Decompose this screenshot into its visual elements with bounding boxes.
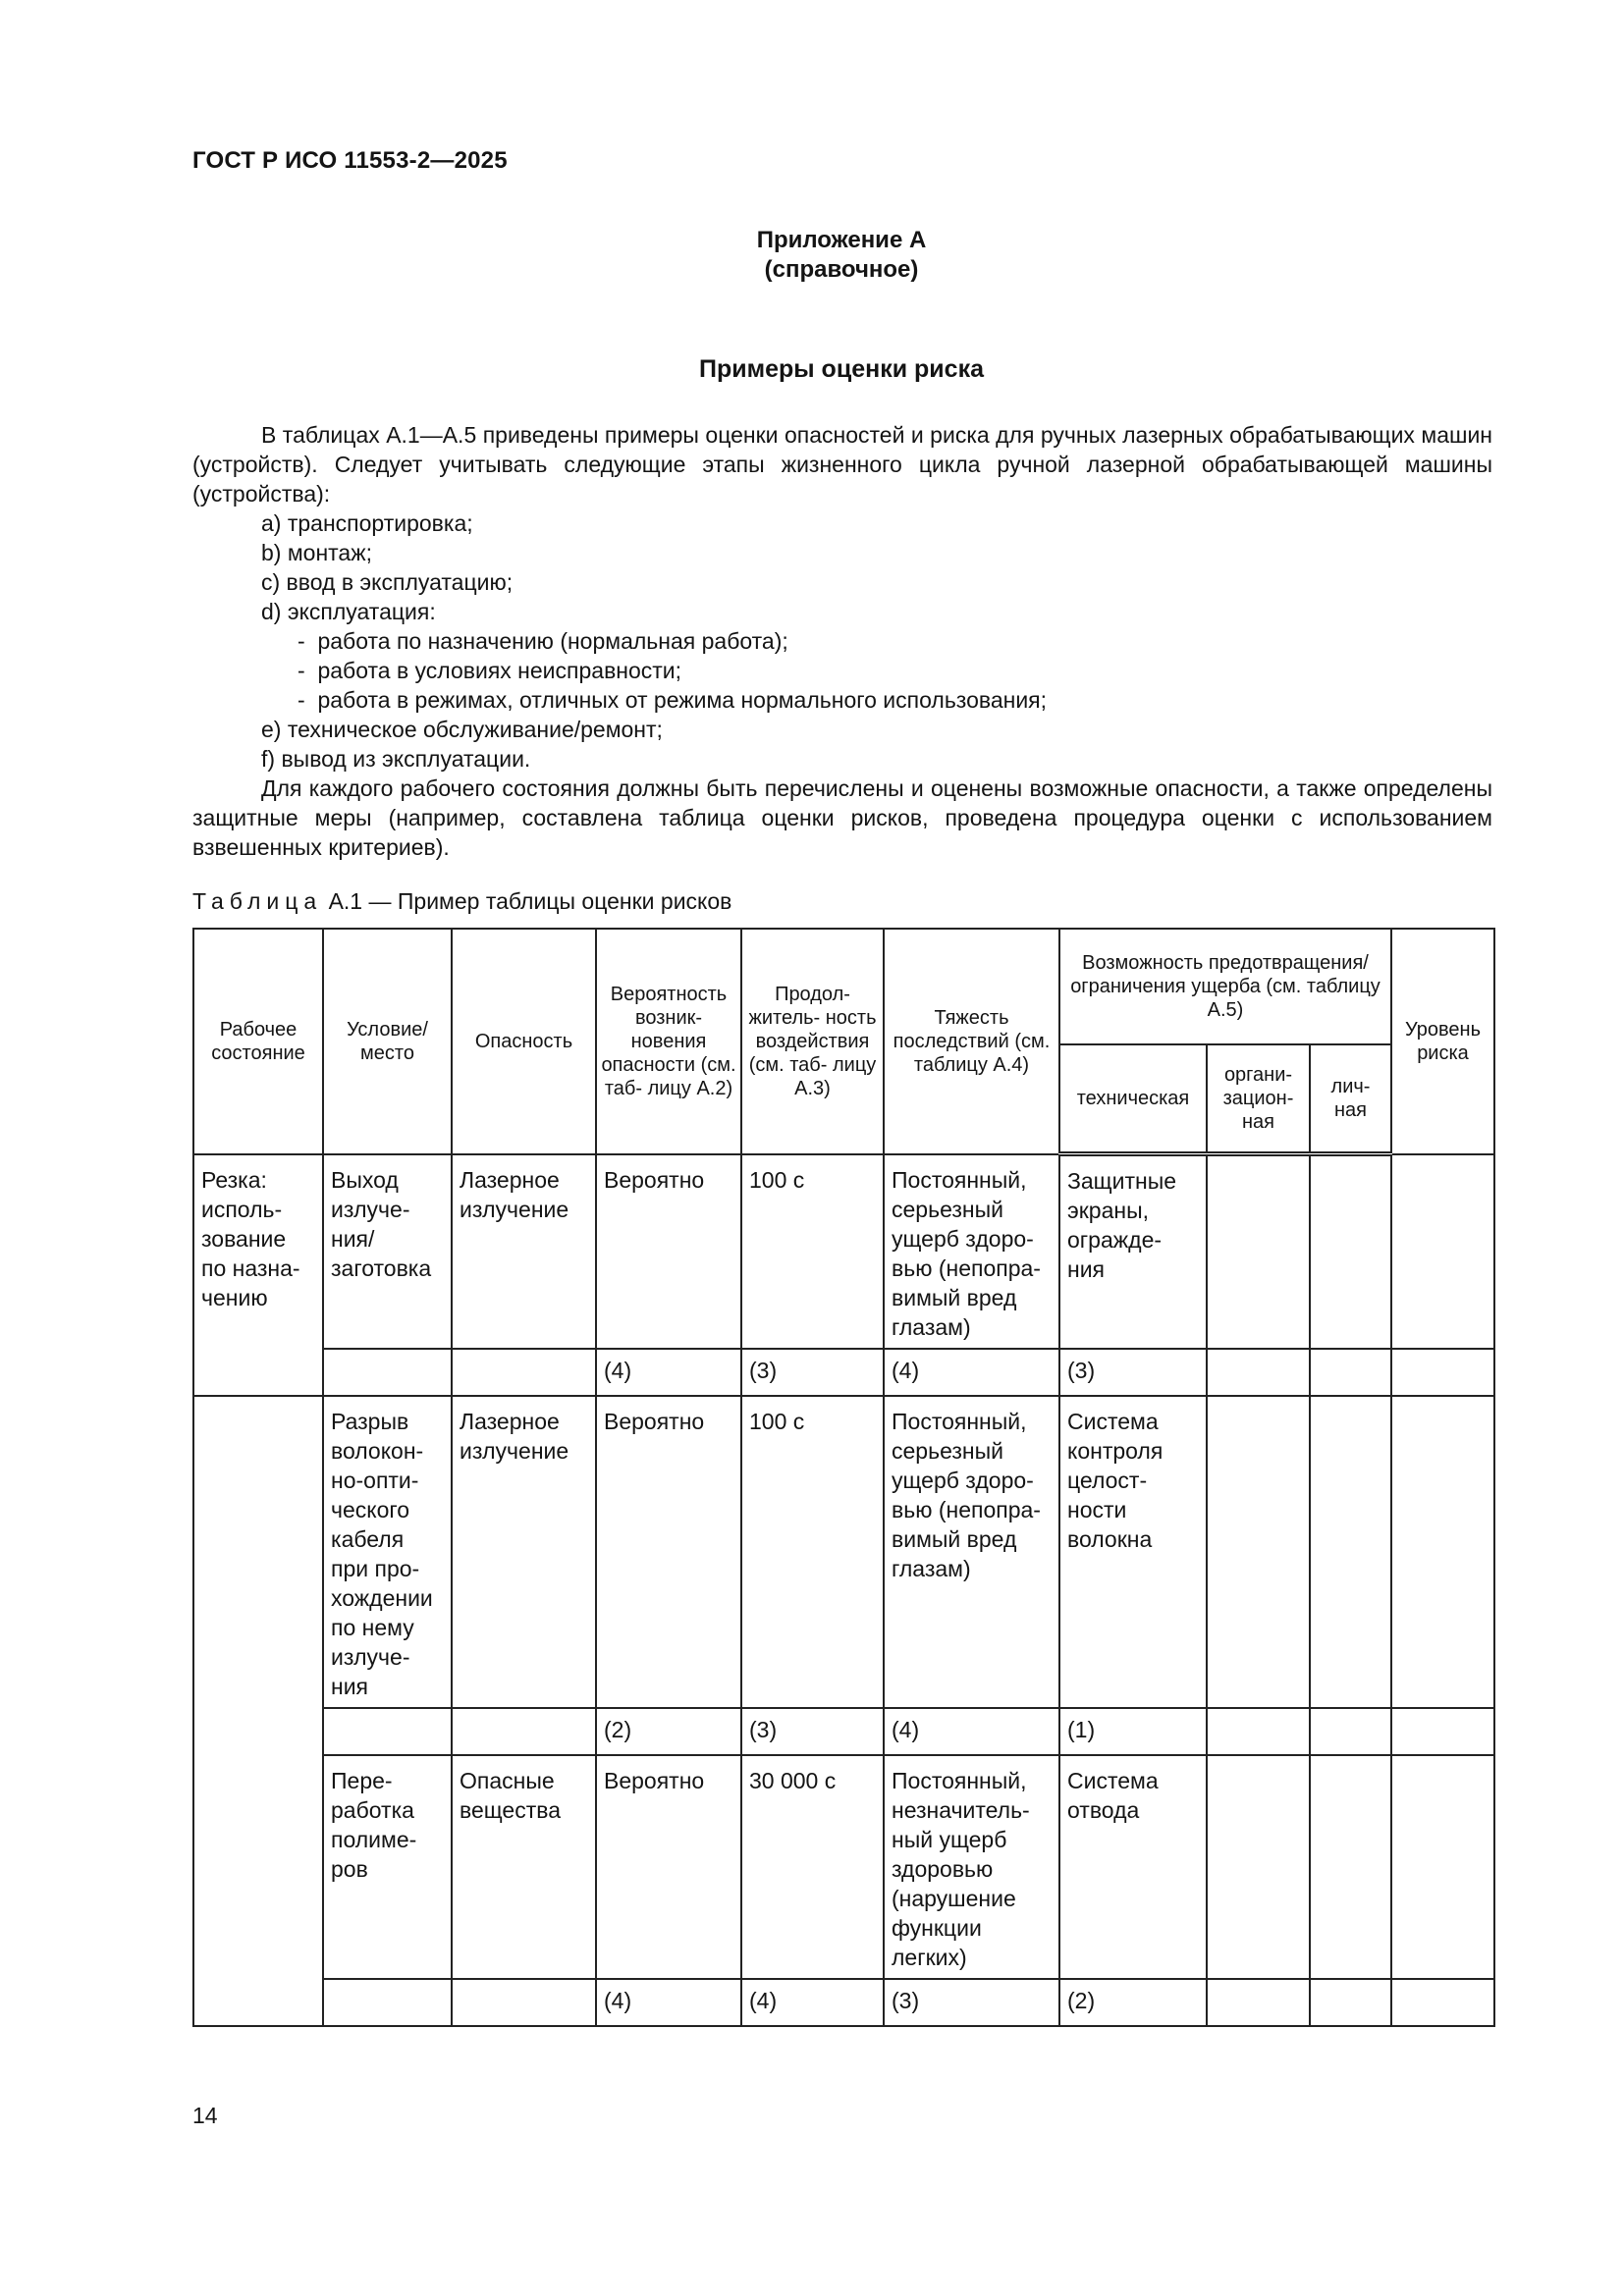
table-score-row <box>193 1708 1494 1755</box>
table-caption-text: А.1 — Пример таблицы оценки рисков <box>328 888 732 914</box>
cell-severity-score: (3) <box>884 1979 1059 2026</box>
cell-risk-level <box>1391 1755 1494 1979</box>
header-state: Рабочее состояние <box>193 929 323 1154</box>
list-item: f) вывод из эксплуатации. <box>261 746 531 772</box>
cell-personal <box>1310 1708 1391 1755</box>
cell-state: Резка: исполь- зование по назна- чению <box>193 1154 323 1396</box>
annex-title: Приложение А <box>756 227 927 253</box>
lifecycle-stages-list <box>192 508 1492 774</box>
list-subitem: - работа по назначению (нормальная работа); <box>192 626 1492 656</box>
header-hazard: Опасность <box>452 929 596 1154</box>
list-item: а) транспортировка; <box>261 510 473 536</box>
cell-state <box>193 1396 323 2026</box>
cell-probability-score: (4) <box>596 1349 741 1396</box>
table-caption-prefix: Таблица <box>192 888 323 914</box>
cell-duration: 100 с <box>741 1154 884 1349</box>
cell-severity-score: (4) <box>884 1708 1059 1755</box>
cell-severity: Постоянный, незначитель- ный ущерб здоровью (нарушение функции легких) <box>884 1755 1059 1979</box>
cell-probability-score: (2) <box>596 1708 741 1755</box>
annex-type: (справочное) <box>764 256 919 283</box>
cell-technical-score: (2) <box>1059 1979 1207 2026</box>
list-item: с) ввод в эксплуатацию; <box>261 569 514 595</box>
body-text <box>192 420 1492 862</box>
cell-condition <box>323 1349 452 1396</box>
table-score-row <box>193 1979 1494 2026</box>
cell-technical: Защитные экраны, огражде- ния <box>1059 1154 1207 1349</box>
cell-risk-level <box>1391 1349 1494 1396</box>
table-row <box>193 1755 1494 1979</box>
outro-paragraph: Для каждого рабочего состояния должны быть перечислены и оценены возможные опасности, а также определены защитные меры (например, составлена таблица оценки рисков, проведена процедура оценки с использованием взвешенных критериев). <box>192 775 1492 860</box>
table-caption <box>192 888 731 915</box>
cell-severity: Постоянный, серьезный ущерб здоро- вью (непопра- вимый вред глазам) <box>884 1154 1059 1349</box>
cell-duration-score: (4) <box>741 1979 884 2026</box>
page-number: 14 <box>192 2103 218 2128</box>
cell-severity-score: (4) <box>884 1349 1059 1396</box>
cell-hazard <box>452 1349 596 1396</box>
cell-organizational <box>1207 1396 1310 1708</box>
cell-condition: Разрыв волокон- но-опти- ческого кабеля при про- хождении по нему излуче- ния <box>323 1396 452 1708</box>
annex-heading <box>0 226 1624 285</box>
table-score-row <box>193 1349 1494 1396</box>
document-code: ГОСТ Р ИСО 11553-2—2025 <box>192 147 508 174</box>
cell-probability: Вероятно <box>596 1154 741 1349</box>
cell-personal <box>1310 1755 1391 1979</box>
cell-hazard <box>452 1979 596 2026</box>
cell-personal <box>1310 1396 1391 1708</box>
cell-risk-level <box>1391 1979 1494 2026</box>
cell-duration-score: (3) <box>741 1708 884 1755</box>
table-row <box>193 1396 1494 1708</box>
cell-technical: Система отвода <box>1059 1755 1207 1979</box>
section-title: Примеры оценки риска <box>698 355 984 383</box>
cell-organizational <box>1207 1979 1310 2026</box>
cell-probability: Вероятно <box>596 1755 741 1979</box>
cell-organizational <box>1207 1349 1310 1396</box>
list-subitem: - работа в условиях неисправности; <box>192 656 1492 685</box>
header-personal: лич- ная <box>1310 1044 1391 1154</box>
risk-assessment-table <box>192 928 1495 2027</box>
cell-hazard: Опасные вещества <box>452 1755 596 1979</box>
cell-risk-level <box>1391 1154 1494 1349</box>
cell-condition: Выход излуче- ния/ заготовка <box>323 1154 452 1349</box>
cell-risk-level <box>1391 1396 1494 1708</box>
table-row <box>193 1154 1494 1349</box>
cell-organizational <box>1207 1154 1310 1349</box>
header-organizational: органи- зацион- ная <box>1207 1044 1310 1154</box>
list-item: b) монтаж; <box>261 540 372 565</box>
cell-hazard: Лазерное излучение <box>452 1396 596 1708</box>
header-condition: Условие/ место <box>323 929 452 1154</box>
list-item: d) эксплуатация: <box>261 599 436 624</box>
cell-duration-score: (3) <box>741 1349 884 1396</box>
cell-condition: Пере- работка полиме- ров <box>323 1755 452 1979</box>
cell-duration: 30 000 с <box>741 1755 884 1979</box>
cell-hazard: Лазерное излучение <box>452 1154 596 1349</box>
cell-personal <box>1310 1349 1391 1396</box>
cell-technical-score: (3) <box>1059 1349 1207 1396</box>
header-risk-level: Уровень риска <box>1391 929 1494 1154</box>
cell-technical: Система контроля целост- ности волокна <box>1059 1396 1207 1708</box>
cell-duration: 100 с <box>741 1396 884 1708</box>
cell-risk-level <box>1391 1708 1494 1755</box>
table-header-row <box>193 929 1494 1044</box>
cell-probability: Вероятно <box>596 1396 741 1708</box>
cell-technical-score: (1) <box>1059 1708 1207 1755</box>
header-duration: Продол- житель- ность воздействия (см. таб- лицу А.3) <box>741 929 884 1154</box>
header-technical: техническая <box>1059 1044 1207 1154</box>
header-severity: Тяжесть последствий (см. таблицу А.4) <box>884 929 1059 1154</box>
intro-paragraph: В таблицах А.1—А.5 приведены примеры оценки опасностей и риска для ручных лазерных обрабатывающих машин (устройств). Следует учитывать следующие этапы жизненного цикла ручной лазерной обрабатывающей машины (устройства): <box>192 422 1492 507</box>
header-prevention: Возможность предотвращения/ограничения ущерба (см. таблицу А.5) <box>1059 929 1391 1044</box>
cell-probability-score: (4) <box>596 1979 741 2026</box>
cell-condition <box>323 1979 452 2026</box>
cell-personal <box>1310 1979 1391 2026</box>
list-item: е) техническое обслуживание/ремонт; <box>261 717 663 742</box>
cell-hazard <box>452 1708 596 1755</box>
cell-severity: Постоянный, серьезный ущерб здоро- вью (непопра- вимый вред глазам) <box>884 1396 1059 1708</box>
cell-condition <box>323 1708 452 1755</box>
list-subitem: - работа в режимах, отличных от режима нормального использования; <box>192 685 1492 715</box>
cell-organizational <box>1207 1708 1310 1755</box>
cell-personal <box>1310 1154 1391 1349</box>
header-probability: Вероятность возник- новения опасности (см. таб- лицу А.2) <box>596 929 741 1154</box>
cell-organizational <box>1207 1755 1310 1979</box>
